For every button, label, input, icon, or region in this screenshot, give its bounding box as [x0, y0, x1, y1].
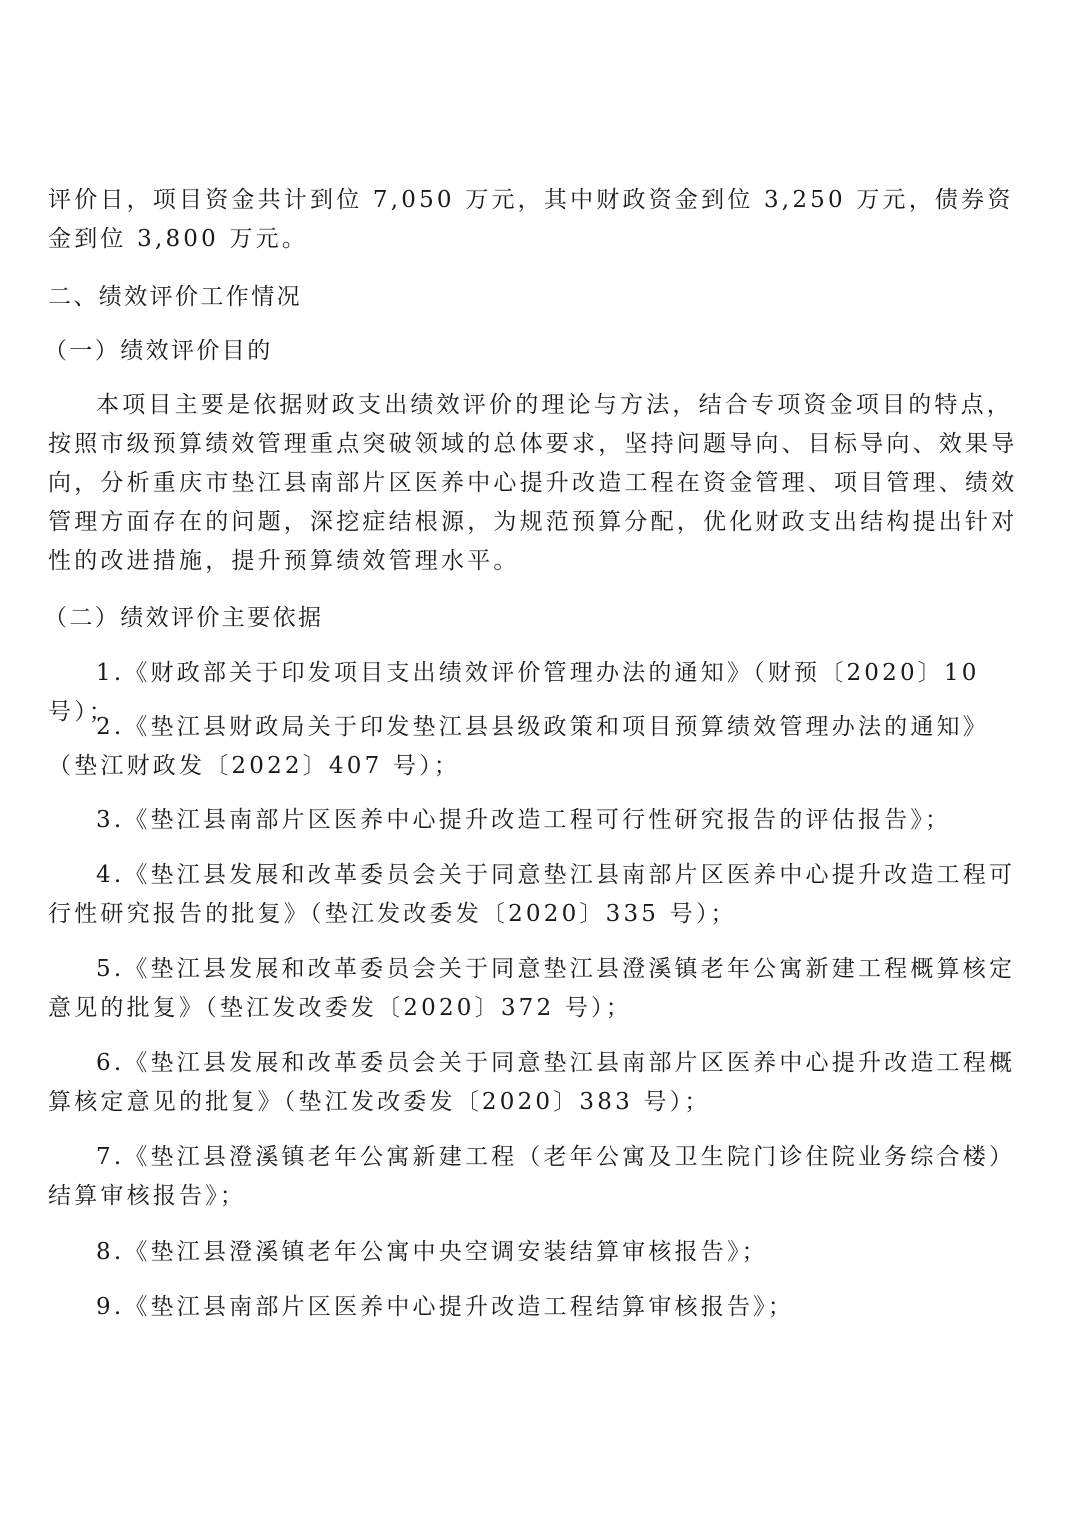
section-two-title: 二、绩效评价工作情况 — [48, 284, 302, 310]
subsection-one-title: （一）绩效评价目的 — [44, 338, 273, 364]
basis-item-4: 4.《垫江县发展和改革委员会关于同意垫江县南部片区医养中心提升改造工程可行性研究报告的批复》（垫江发改委发〔2020〕335 号）； — [48, 862, 1016, 927]
intro-paragraph: 评价日，项目资金共计到位 7,050 万元，其中财政资金到位 3,250 万元，债券资金到位 3,800 万元。 — [48, 187, 1014, 252]
basis-item-2: 2.《垫江县财政局关于印发垫江县县级政策和项目预算绩效管理办法的通知》（垫江财政发〔2022〕407 号）； — [48, 714, 989, 779]
purpose-paragraph: 本项目主要是依据财政支出绩效评价的理论与方法，结合专项资金项目的特点，按照市级预算绩效管理重点突破领域的总体要求，坚持问题导向、目标导向、效果导向，分析重庆市垫江县南部片区医养中心提升改造工程在资金管理、项目管理、绩效管理方面存在的问题，深挖症结根源，为规范预算分配，优化财政支出结构提出针对性的改进措施，提升预算绩效管理水平。 — [48, 392, 1018, 574]
basis-item-9: 9.《垫江县南部片区医养中心提升改造工程结算审核报告》； — [96, 1294, 795, 1320]
basis-item-1: 1.《财政部关于印发项目支出绩效评价管理办法的通知》（财预〔2020〕10 号）； — [48, 660, 980, 725]
basis-item-6: 6.《垫江县发展和改革委员会关于同意垫江县南部片区医养中心提升改造工程概算核定意见的批复》（垫江发改委发〔2020〕383 号）； — [48, 1050, 1016, 1115]
basis-item-7: 7.《垫江县澄溪镇老年公寓新建工程（老年公寓及卫生院门诊住院业务综合楼）结算审核报告》； — [48, 1144, 1016, 1209]
basis-item-3: 3.《垫江县南部片区医养中心提升改造工程可行性研究报告的评估报告》； — [96, 807, 952, 833]
basis-item-5: 5.《垫江县发展和改革委员会关于同意垫江县澄溪镇老年公寓新建工程概算核定意见的批复》（垫江发改委发〔2020〕372 号）； — [48, 956, 1016, 1021]
basis-item-8: 8.《垫江县澄溪镇老年公寓中央空调安装结算审核报告》； — [96, 1239, 768, 1265]
subsection-two-title: （二）绩效评价主要依据 — [44, 605, 324, 631]
